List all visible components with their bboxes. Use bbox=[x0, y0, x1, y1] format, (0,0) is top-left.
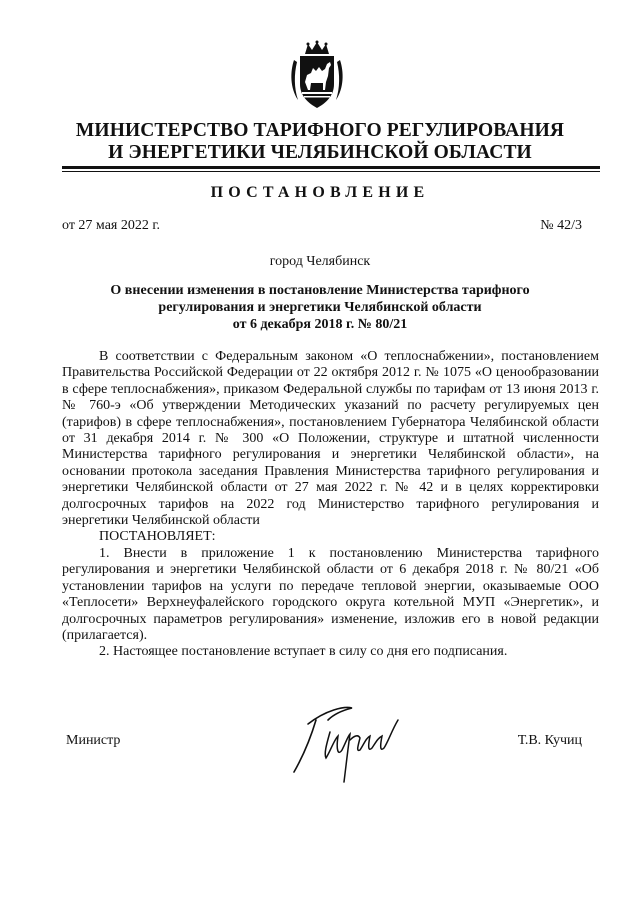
coat-of-arms-icon bbox=[288, 40, 346, 112]
preamble-paragraph: В соответствии с Федеральным законом «О теплоснабжении», постановлением Правительства Российской Федерации от 22 октября 2012 г. № 1075 «О ценообразовании в сфере теплоснабжения», приказом Федеральной службы по тарифам от 13 июня 2013 г. № 760-э «Об утверждении Методических указаний по расчету регулируемых цен (тарифов) в сфере теплоснабжения», постановлением Губернатора Челябинской области от 31 декабря 2014 г. № 300 «О Положении, структуре и штатной численности Министерства тарифного регулирования и энергетики Челябинской области», на основании протокола заседания Правления Министерства тарифного регулирования и энергетики Челябинской области от 27 мая 2022 г. № 42 и в целях корректировки долгосрочных тарифов на 2022 год Министерство тарифного регулирования и энергетики Челябинской области bbox=[62, 349, 599, 529]
ministry-name-line2: И ЭНЕРГЕТИКИ ЧЕЛЯБИНСКОЙ ОБЛАСТИ bbox=[108, 142, 532, 163]
title-line3: от 6 декабря 2018 г. № 80/21 bbox=[232, 317, 408, 332]
header-rule-thick bbox=[62, 166, 600, 169]
signatory-position: Министр bbox=[66, 733, 121, 748]
header-rule-thin bbox=[62, 171, 600, 172]
document-number: № 42/3 bbox=[540, 218, 582, 233]
document-title bbox=[80, 282, 560, 333]
document-date: от 27 мая 2022 г. bbox=[62, 218, 161, 233]
signatory-name: Т.В. Кучиц bbox=[517, 733, 582, 748]
title-line2: регулирования и энергетики Челябинской области bbox=[158, 300, 482, 315]
title-line1: О внесении изменения в постановление Министерства тарифного bbox=[110, 283, 530, 298]
item-2-paragraph: 2. Настоящее постановление вступает в силу со дня его подписания. bbox=[99, 644, 508, 660]
document-body bbox=[62, 349, 599, 661]
document-city: город Челябинск bbox=[269, 254, 371, 269]
item-1-paragraph: 1. Внести в приложение 1 к постановлению Министерства тарифного регулирования и энергетики Челябинской области от 6 декабря 2018 г. № 80/21 «Об установлении тарифов на услуги по передаче тепловой энергии, оказываемые ООО «Теплосети» Верхнеуфалейского городского округа котельной МУП «Энергетик», и долгосрочных параметров регулирования» изменение, изложив его в новой редакции (прилагается). bbox=[62, 545, 599, 643]
handwritten-signature bbox=[286, 700, 420, 784]
document-type: ПОСТАНОВЛЕНИЕ bbox=[210, 184, 430, 201]
ministry-name-line1: МИНИСТЕРСТВО ТАРИФНОГО РЕГУЛИРОВАНИЯ bbox=[75, 120, 565, 141]
resolves-heading: ПОСТАНОВЛЯЕТ: bbox=[99, 529, 216, 545]
